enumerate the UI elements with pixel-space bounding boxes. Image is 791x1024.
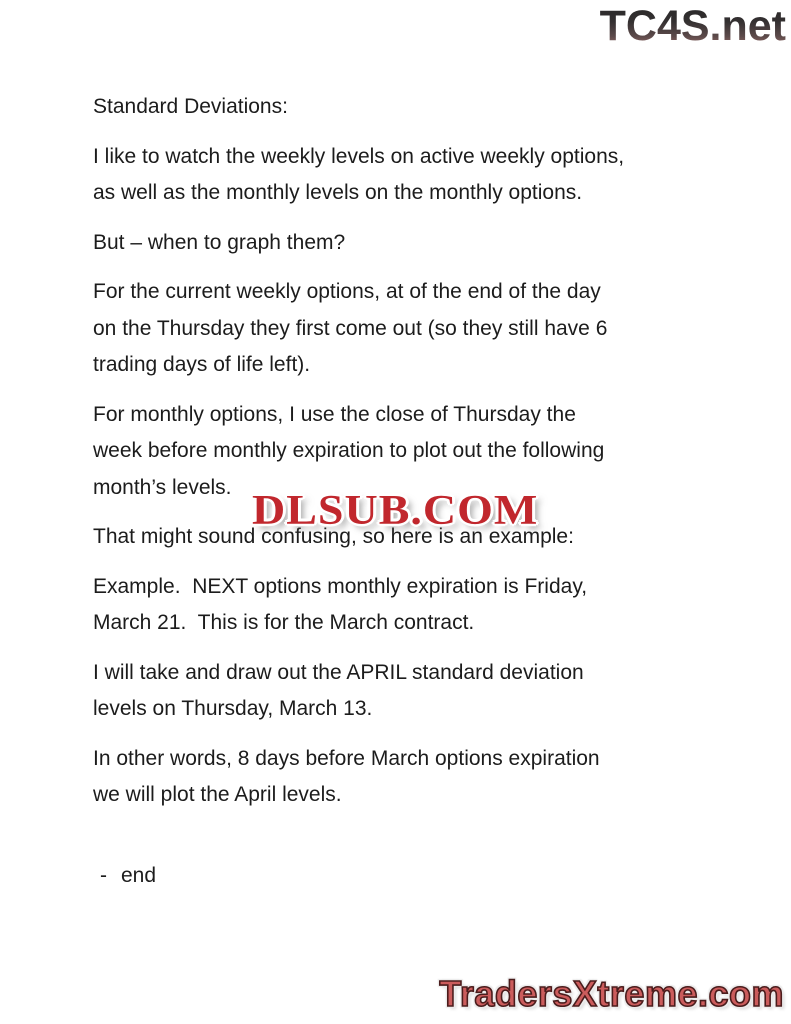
text-line: March 21. This is for the March contract. xyxy=(93,611,475,634)
paragraph xyxy=(93,655,733,728)
text-line: trading days of life left). xyxy=(93,353,311,376)
text-line: levels on Thursday, March 13. xyxy=(93,697,373,720)
paragraph xyxy=(93,741,733,814)
end-marker xyxy=(93,858,733,895)
tc4s-logo: TC4S.net xyxy=(599,2,786,50)
text-line: month’s levels. xyxy=(93,475,232,499)
text-line: Standard Deviations: xyxy=(93,95,288,118)
end-dash: - xyxy=(100,863,107,887)
text-line: on the Thursday they first come out (so they still have 6 xyxy=(93,316,608,340)
text-line: For monthly options, I use the close of Thursday the xyxy=(93,402,576,426)
text-line: That might sound confusing, so here is an example: xyxy=(93,525,574,548)
text-line: But – when to graph them? xyxy=(93,230,346,254)
text-line: I like to watch the weekly levels on active weekly options, xyxy=(93,144,625,168)
text-line: as well as the monthly levels on the monthly options. xyxy=(93,181,583,204)
text-line: In other words, 8 days before March options expiration xyxy=(93,746,600,770)
text-line: I will take and draw out the APRIL standard deviation xyxy=(93,660,584,684)
dlsub-watermark: DLSUB.COM xyxy=(252,486,539,533)
paragraph xyxy=(93,139,733,212)
end-label: end xyxy=(121,863,157,887)
text-line: Example. NEXT options monthly expiration is Friday, xyxy=(93,574,588,598)
text-line: For the current weekly options, at of the end of the day xyxy=(93,280,601,303)
paragraph-heading xyxy=(93,89,733,126)
paragraph xyxy=(93,274,733,384)
tradersxtreme-logo: TradersXtreme.com xyxy=(439,973,784,1014)
text-line: week before monthly expiration to plot out the following xyxy=(93,439,605,462)
paragraph xyxy=(93,569,733,642)
text-line: we will plot the April levels. xyxy=(93,783,342,806)
paragraph xyxy=(93,225,733,262)
